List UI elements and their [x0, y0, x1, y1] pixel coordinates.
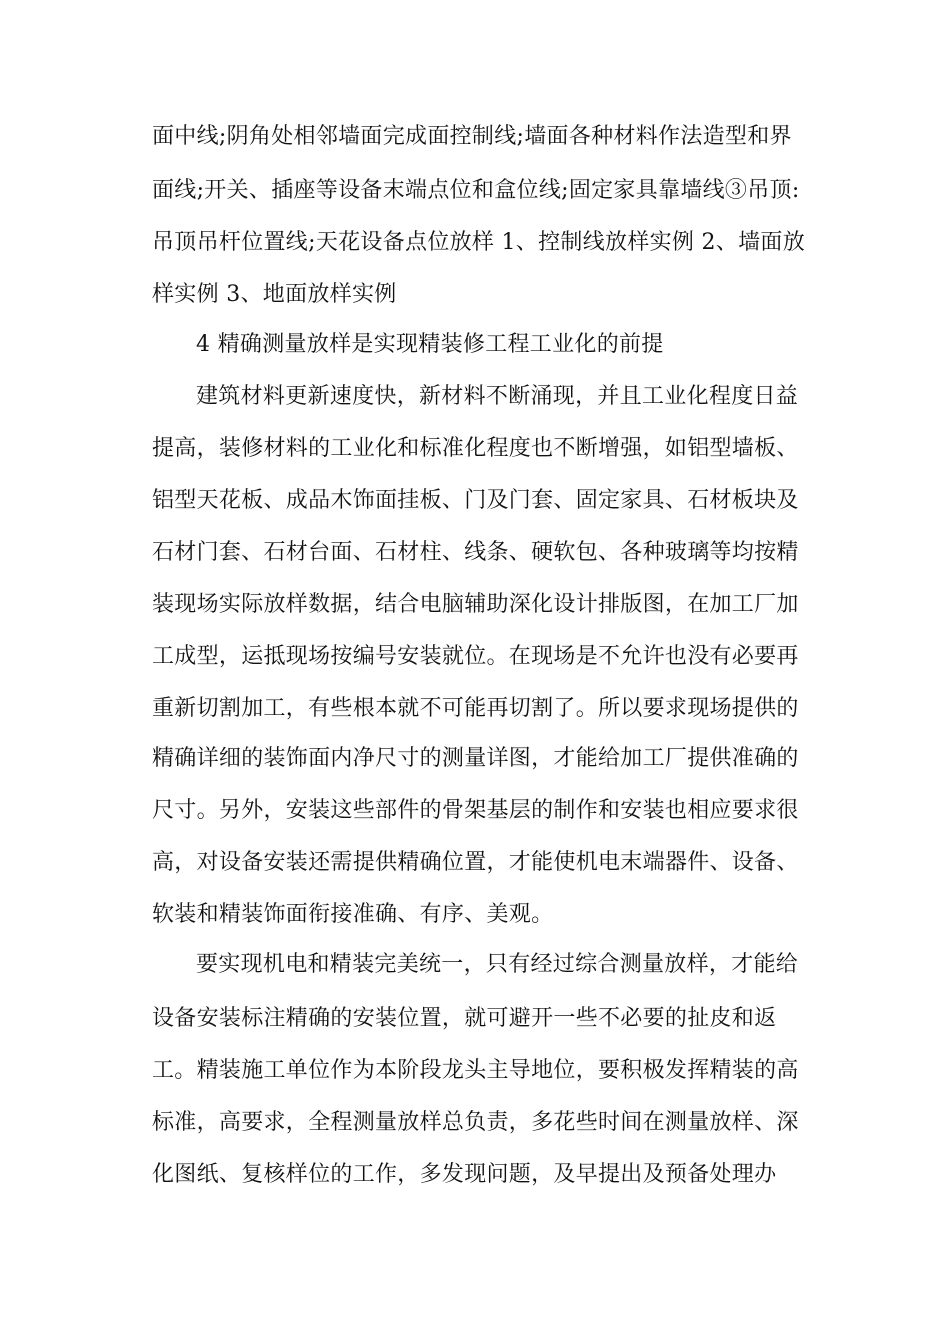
- paragraph-3-line-3: 工。精装施工单位作为本阶段龙头主导地位，要积极发挥精装的高: [152, 1058, 799, 1083]
- paragraph-2-line-11: 软装和精装饰面衔接准确、有序、美观。: [152, 902, 554, 927]
- paragraph-2-line-10: 高，对设备安装还需提供精确位置，才能使机电末端器件、设备、: [152, 850, 799, 875]
- paragraph-2-line-3: 铝型天花板、成品木饰面挂板、门及门套、固定家具、石材板块及: [152, 488, 799, 513]
- section-heading: 4 精确测量放样是实现精装修工程工业化的前提: [196, 332, 664, 357]
- paragraph-2-line-5: 装现场实际放样数据，结合电脑辅助深化设计排版图，在加工厂加: [152, 592, 799, 617]
- paragraph-1-line-1: 面中线;阴角处相邻墙面完成面控制线;墙面各种材料作法造型和界: [152, 124, 792, 149]
- paragraph-3-line-4: 标准，高要求，全程测量放样总负责，多花些时间在测量放样、深: [152, 1110, 799, 1135]
- paragraph-1-line-4: 样实例 3、地面放样实例: [152, 282, 397, 307]
- paragraph-2-line-9: 尺寸。另外，安装这些部件的骨架基层的制作和安装也相应要求很: [152, 798, 799, 823]
- paragraph-3-line-1: 要实现机电和精装完美统一，只有经过综合测量放样，才能给: [196, 952, 799, 977]
- paragraph-2-line-2: 提高，装修材料的工业化和标准化程度也不断增强，如铝型墙板、: [152, 436, 799, 461]
- paragraph-1-line-2: 面线;开关、插座等设备末端点位和盒位线;固定家具靠墙线③吊顶:: [152, 178, 800, 203]
- paragraph-2-line-1: 建筑材料更新速度快，新材料不断涌现，并且工业化程度日益: [196, 384, 799, 409]
- paragraph-2-line-7: 重新切割加工，有些根本就不可能再切割了。所以要求现场提供的: [152, 696, 799, 721]
- paragraph-2-line-8: 精确详细的装饰面内净尺寸的测量详图，才能给加工厂提供准确的: [152, 746, 799, 771]
- paragraph-1-line-3: 吊顶吊杆位置线;天花设备点位放样 1、控制线放样实例 2、墙面放: [152, 230, 805, 255]
- paragraph-3-line-5: 化图纸、复核样位的工作，多发现问题，及早提出及预备处理办: [152, 1162, 777, 1187]
- paragraph-2-line-4: 石材门套、石材台面、石材柱、线条、硬软包、各种玻璃等均按精: [152, 540, 799, 565]
- paragraph-3-line-2: 设备安装标注精确的安装位置，就可避开一些不必要的扯皮和返: [152, 1006, 777, 1031]
- paragraph-2-line-6: 工成型，运抵现场按编号安装就位。在现场是不允许也没有必要再: [152, 644, 799, 669]
